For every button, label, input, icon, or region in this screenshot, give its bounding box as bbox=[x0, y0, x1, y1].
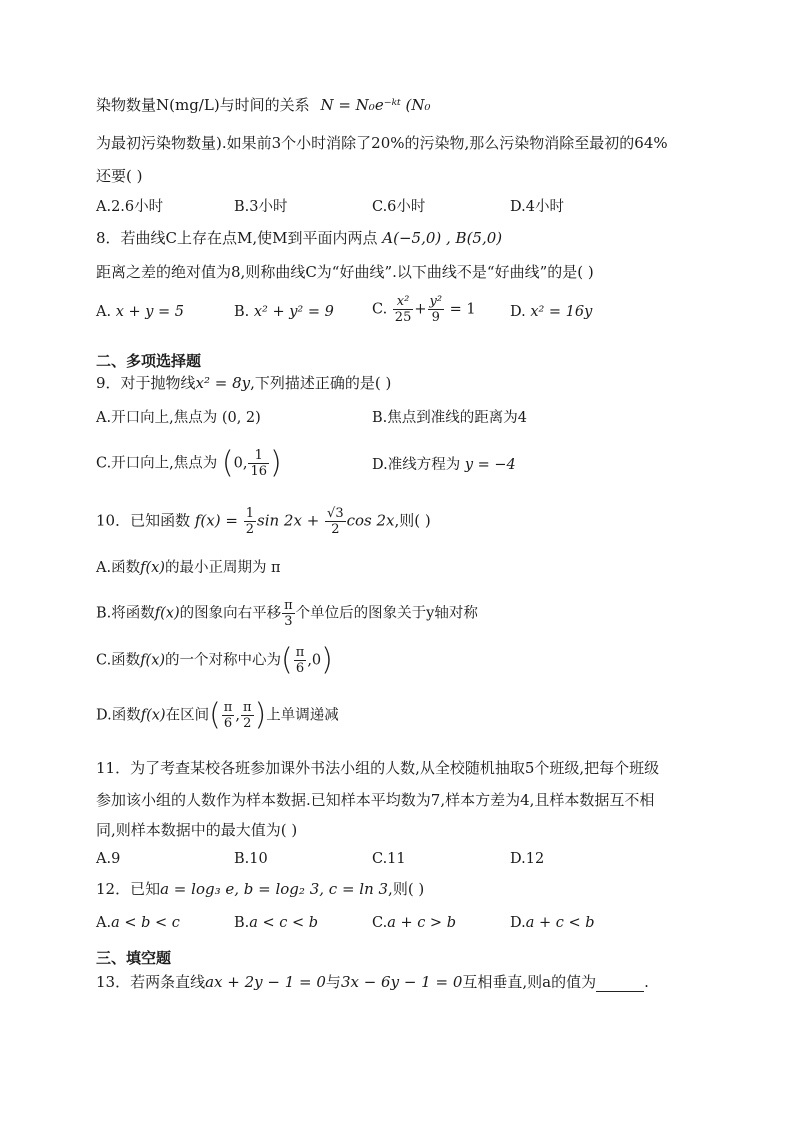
q12-c-label: C. bbox=[372, 915, 388, 931]
q13-stem-a: 13．若两条直线 bbox=[96, 973, 206, 991]
q8-c-den1: 25 bbox=[394, 310, 412, 325]
q12-d-math: a + c < b bbox=[525, 915, 595, 931]
q8-option-a bbox=[96, 302, 184, 322]
q8-option-b bbox=[234, 302, 334, 322]
q12-a-math: a < b < c bbox=[111, 915, 180, 931]
q7-option-b: B.3小时 bbox=[234, 199, 288, 215]
q10-d-a: D.函数 bbox=[96, 707, 141, 724]
q10-fx: f(x) = bbox=[194, 511, 238, 530]
q10-f1d: 2 bbox=[245, 522, 254, 537]
q8-c-num1: x² bbox=[393, 294, 414, 310]
q10-b-d: 3 bbox=[284, 614, 293, 629]
q11-line2: 参加该小组的人数作为样本数据.已知样本平均数为7,样本方差为4,且样本数据互不相 bbox=[96, 791, 655, 809]
q9-option-c: C.开口向上,焦点为 (0, $\frac{1}{16}$ ) bbox=[96, 445, 282, 481]
q10-stem-a: 10．已知函数 bbox=[96, 511, 191, 530]
q8-option-d-math: x² = 16y bbox=[530, 304, 593, 320]
q7-formula: N = N₀e⁻ᵏᵗ (N₀ bbox=[320, 96, 431, 114]
q12-option-a bbox=[96, 913, 180, 933]
q9-option-d-math: y = −4 bbox=[464, 457, 516, 473]
q9-option-d bbox=[372, 455, 516, 475]
q10-d-frac2 bbox=[241, 700, 254, 731]
q12-b-label: B. bbox=[234, 915, 250, 931]
q9-option-b: B.焦点到准线的距离为4 bbox=[372, 410, 527, 426]
q9-option-c-text: C.开口向上,焦点为 bbox=[96, 455, 218, 472]
q8-c-tail: = 1 bbox=[449, 301, 476, 318]
q8-option-a-label: A. bbox=[96, 304, 112, 320]
q10-d-n2: π bbox=[242, 700, 252, 715]
q8-option-d-label: D. bbox=[510, 304, 526, 320]
section-multi-choice: 二、多项选择题 bbox=[96, 352, 202, 370]
q10-d-d1: 6 bbox=[223, 716, 233, 731]
q7-line2: 为最初污染物数量).如果前3个小时消除了20%的污染物,那么污染物消除至最初的64% bbox=[96, 134, 668, 152]
q12-stem-b: ,则( ) bbox=[388, 880, 425, 898]
q8-c-den2: 9 bbox=[431, 310, 440, 325]
q8-c-num2: y² bbox=[429, 294, 443, 309]
q10-c-a: C.函数 bbox=[96, 652, 141, 669]
q10-frac1 bbox=[244, 506, 256, 537]
q9-option-c-pre: 0, bbox=[233, 455, 248, 472]
q9-option-d-text: D.准线方程为 bbox=[372, 457, 461, 473]
q12-a: a = log₃ e bbox=[160, 880, 235, 898]
q13-line1-eq: ax + 2y − 1 = 0 bbox=[205, 973, 326, 991]
q10-c-d: 6 bbox=[295, 661, 305, 676]
q8-option-d bbox=[510, 302, 592, 322]
q11-option-d: D.12 bbox=[510, 851, 545, 867]
q10-f1n: 1 bbox=[245, 506, 254, 521]
q10-f2d: 2 bbox=[331, 522, 340, 537]
q9-option-a-text: A.开口向上,焦点为 bbox=[96, 410, 218, 426]
q13-stem-b: 互相垂直,则a的值为 bbox=[462, 973, 597, 991]
q10-d-b: 在区间 bbox=[165, 707, 210, 724]
q9-option-a-math: (0, 2) bbox=[221, 410, 261, 426]
q10-b-a: B.将函数 bbox=[96, 605, 155, 622]
q10-cos: cos 2x bbox=[346, 511, 395, 530]
q8-option-c: C. $\frac{\text{x²}}{25}$ + $\frac{\text{y²}}{9}$ = 1 bbox=[372, 294, 476, 325]
q9-stem-b: ,下列描述正确的是( ) bbox=[250, 374, 392, 392]
q7-line3: 还要( ) bbox=[96, 167, 143, 185]
q12-c-math: a + c > b bbox=[387, 915, 456, 931]
q8-option-a-math: x + y = 5 bbox=[115, 304, 185, 320]
q10-c-b: 的一个对称中心为 bbox=[165, 652, 282, 669]
q12-c: , c = ln 3 bbox=[319, 880, 389, 898]
q10-b-m: f(x) bbox=[154, 605, 180, 622]
q11-line3: 同,则样本数据中的最大值为( ) bbox=[96, 821, 298, 839]
q12-d-label: D. bbox=[510, 915, 526, 931]
q8-points: A(−5,0) , B(5,0) bbox=[382, 229, 503, 247]
q13-end: . bbox=[644, 973, 649, 991]
q10-d-c: 上单调递减 bbox=[266, 707, 339, 724]
q9-stem-a: 9．对于抛物线 bbox=[96, 374, 196, 392]
q11-option-b: B.10 bbox=[234, 851, 268, 867]
q8-option-b-label: B. bbox=[234, 304, 250, 320]
q7-line1-text: 染物数量N(mg/L)与时间的关系 bbox=[96, 96, 310, 114]
q12-b-math: a < c < b bbox=[249, 915, 319, 931]
q10-b-n: π bbox=[284, 598, 293, 613]
q12-option-c bbox=[372, 913, 456, 933]
q8-option-b-math: x² + y² = 9 bbox=[253, 304, 334, 320]
q10-d-m: f(x) bbox=[140, 707, 166, 724]
q12-option-b bbox=[234, 913, 318, 933]
q10-sin: sin 2x + bbox=[257, 511, 320, 530]
q10-stem bbox=[96, 506, 431, 537]
q10-d-d2: 2 bbox=[243, 716, 252, 731]
q11-line1: 11．为了考查某校各班参加课外书法小组的人数,从全校随机抽取5个班级,把每个班级 bbox=[96, 759, 660, 777]
q10-c-frac bbox=[294, 645, 307, 676]
q10-d-n1: π bbox=[223, 700, 233, 715]
q10-b-c: 个单位后的图象关于y轴对称 bbox=[295, 605, 478, 622]
q7-option-a: A.2.6小时 bbox=[96, 199, 164, 215]
q13-line2-eq: 3x − 6y − 1 = 0 bbox=[340, 973, 463, 991]
q10-a-a: A.函数 bbox=[96, 560, 141, 576]
q8-line1-text: 8．若曲线C上存在点M,使M到平面内两点 bbox=[96, 229, 378, 247]
q10-b-frac bbox=[282, 598, 295, 629]
q12-option-d bbox=[510, 913, 595, 933]
q13-answer-blank[interactable] bbox=[596, 975, 644, 992]
q10-option-b bbox=[96, 598, 478, 629]
q12-stem bbox=[96, 879, 424, 899]
q8-line2: 距离之差的绝对值为8,则称曲线C为“好曲线”.以下曲线不是“好曲线”的是( ) bbox=[96, 263, 594, 281]
section-fill-blank: 三、填空题 bbox=[96, 949, 172, 967]
q7-line1 bbox=[96, 95, 431, 115]
q8-line1 bbox=[96, 228, 502, 248]
q10-option-a bbox=[96, 558, 281, 578]
q10-b-b: 的图象向右平移 bbox=[179, 605, 282, 622]
q9-c-den: 16 bbox=[250, 464, 268, 479]
q9-stem-math: x² = 8y bbox=[195, 374, 251, 392]
q11-option-a: A.9 bbox=[96, 851, 121, 867]
q10-option-d: D.函数f(x)在区间( $\frac{\pi}{6}$ , $\frac{\pi}{2}$ )上单调递减 bbox=[96, 697, 339, 733]
q10-frac2 bbox=[325, 506, 346, 537]
q13-stem bbox=[96, 972, 649, 992]
q9-c-num: 1 bbox=[248, 448, 269, 464]
q7-option-d: D.4小时 bbox=[510, 199, 564, 215]
q9-option-c-frac bbox=[248, 448, 269, 479]
q10-f2n: √3 bbox=[327, 506, 344, 521]
q8-option-c-frac2 bbox=[428, 294, 445, 325]
q8-option-c-label: C. bbox=[372, 301, 388, 318]
q10-d-frac1 bbox=[222, 700, 235, 731]
q11-option-c: C.11 bbox=[372, 851, 406, 867]
q12-stem-a: 12．已知 bbox=[96, 880, 161, 898]
q10-stem-b: ,则( ) bbox=[394, 511, 431, 530]
q8-option-c-frac1 bbox=[393, 294, 414, 325]
q10-c-t: ,0 bbox=[307, 652, 322, 669]
q10-c-m: f(x) bbox=[140, 652, 166, 669]
q12-a-label: A. bbox=[96, 915, 112, 931]
q9-stem bbox=[96, 373, 391, 393]
q9-option-a bbox=[96, 408, 261, 428]
q13-mid: 与 bbox=[325, 973, 341, 991]
q10-a-b: 的最小正周期为 π bbox=[164, 560, 281, 576]
q10-option-c: C.函数f(x)的一个对称中心为( $\frac{\pi}{6}$ ,0) bbox=[96, 642, 333, 678]
q10-c-n: π bbox=[295, 645, 305, 660]
q10-a-m: f(x) bbox=[140, 560, 165, 576]
q12-b: , b = log₂ 3 bbox=[234, 880, 320, 898]
q7-option-c: C.6小时 bbox=[372, 199, 426, 215]
